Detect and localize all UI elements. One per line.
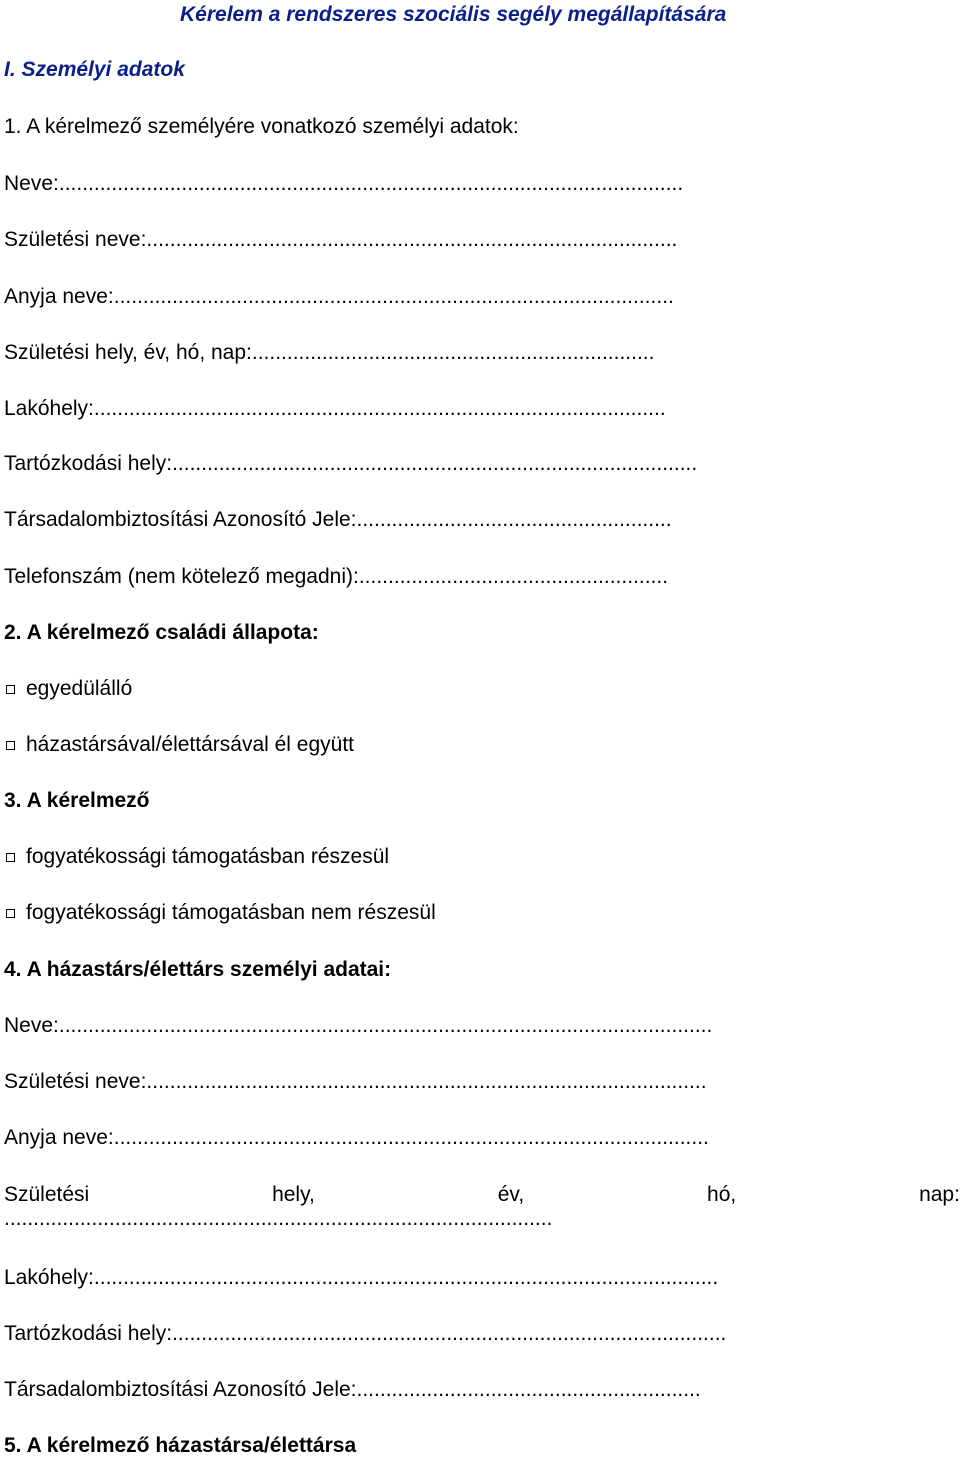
field-label: Neve: bbox=[4, 1014, 59, 1037]
field-label: Születési hely, év, hó, nap: bbox=[4, 341, 252, 364]
checkbox-icon[interactable] bbox=[6, 853, 15, 862]
checkbox-icon[interactable] bbox=[6, 741, 15, 750]
applicant-social-security-field[interactable] bbox=[4, 507, 956, 533]
field-dots: ........................................................................................... bbox=[146, 228, 678, 251]
field-dots: ............................................................................................... bbox=[172, 1322, 727, 1345]
label-word: hely, bbox=[272, 1183, 315, 1206]
field-dots: ................................................................................................................ bbox=[58, 1014, 713, 1037]
subheading-applicant-data: 1. A kérelmező személyére vonatkozó személyi adatok: bbox=[4, 115, 519, 138]
field-label: Társadalombiztosítási Azonosító Jele: bbox=[4, 508, 357, 531]
disability-option-receives[interactable] bbox=[4, 844, 389, 870]
option-label: egyedülálló bbox=[26, 677, 133, 700]
spouse-birth-place-date-label bbox=[4, 1182, 960, 1208]
field-dots: ................................................................................................ bbox=[146, 1070, 707, 1093]
field-dots: ..................................................... bbox=[358, 565, 669, 588]
marital-option-single[interactable] bbox=[4, 676, 132, 702]
disability-option-not-receives[interactable] bbox=[4, 900, 436, 926]
field-dots: ..................................................................... bbox=[251, 341, 655, 364]
field-dots: ................................................................................................ bbox=[113, 285, 674, 308]
field-label: Tartózkodási hely: bbox=[4, 1322, 173, 1345]
field-label: Anyja neve: bbox=[4, 1126, 114, 1149]
field-dots: ........................................................................................................... bbox=[58, 172, 684, 195]
applicant-name-field[interactable] bbox=[4, 171, 956, 197]
option-label: fogyatékossági támogatásban részesül bbox=[26, 845, 390, 868]
field-dots: .................................................................................................. bbox=[93, 397, 666, 420]
subheading-disability: 3. A kérelmező bbox=[4, 789, 150, 812]
document-title: Kérelem a rendszeres szociális segély megállapítására bbox=[180, 3, 727, 26]
checkbox-icon[interactable] bbox=[6, 909, 15, 918]
label-word: hó, bbox=[707, 1183, 737, 1206]
spouse-name-field[interactable] bbox=[4, 1013, 956, 1039]
field-dots: ...................................................................................................... bbox=[113, 1126, 709, 1149]
field-dots: ........................................................... bbox=[356, 1378, 701, 1401]
field-dots: ........................................................................................................... bbox=[93, 1266, 719, 1289]
field-label: Telefonszám (nem kötelező megadni): bbox=[4, 565, 359, 588]
spouse-residence-field[interactable] bbox=[4, 1265, 956, 1291]
subheading-marital-status: 2. A kérelmező családi állapota: bbox=[4, 621, 319, 644]
option-label: fogyatékossági támogatásban nem részesül bbox=[26, 901, 436, 924]
field-dots: ...................................................... bbox=[356, 508, 672, 531]
section-heading-personal-data: I. Személyi adatok bbox=[4, 58, 185, 81]
spouse-birth-name-field[interactable] bbox=[4, 1069, 956, 1095]
field-dots: .......................................................................................... bbox=[172, 452, 698, 475]
applicant-phone-field[interactable] bbox=[4, 564, 956, 590]
checkbox-icon[interactable] bbox=[6, 685, 15, 694]
label-word: Születési bbox=[4, 1183, 90, 1206]
label-word: nap: bbox=[919, 1183, 960, 1206]
applicant-mother-name-field[interactable] bbox=[4, 284, 956, 310]
subheading-spouse-income: 5. A kérelmező házastársa/élettársa bbox=[4, 1434, 357, 1457]
field-label: Anyja neve: bbox=[4, 285, 114, 308]
label-word: év, bbox=[497, 1183, 525, 1206]
field-label: Lakóhely: bbox=[4, 397, 94, 420]
applicant-birth-place-date-field[interactable] bbox=[4, 340, 956, 366]
field-label: Társadalombiztosítási Azonosító Jele: bbox=[4, 1378, 357, 1401]
field-label: Tartózkodási hely: bbox=[4, 452, 173, 475]
field-label: Neve: bbox=[4, 172, 59, 195]
applicant-stay-place-field[interactable] bbox=[4, 451, 956, 477]
spouse-mother-name-field[interactable] bbox=[4, 1125, 956, 1151]
field-label: Születési neve: bbox=[4, 228, 147, 251]
applicant-residence-field[interactable] bbox=[4, 396, 956, 422]
field-label: Lakóhely: bbox=[4, 1266, 94, 1289]
subheading-spouse-data: 4. A házastárs/élettárs személyi adatai: bbox=[4, 958, 392, 981]
spouse-stay-place-field[interactable] bbox=[4, 1321, 956, 1347]
applicant-birth-name-field[interactable] bbox=[4, 227, 956, 253]
marital-option-living-together[interactable] bbox=[4, 732, 354, 758]
spouse-birth-place-date-field[interactable]: .............................................................................................. bbox=[4, 1207, 553, 1230]
option-label: házastársával/élettársával él együtt bbox=[26, 733, 355, 756]
spouse-social-security-field[interactable] bbox=[4, 1377, 956, 1403]
field-label: Születési neve: bbox=[4, 1070, 147, 1093]
